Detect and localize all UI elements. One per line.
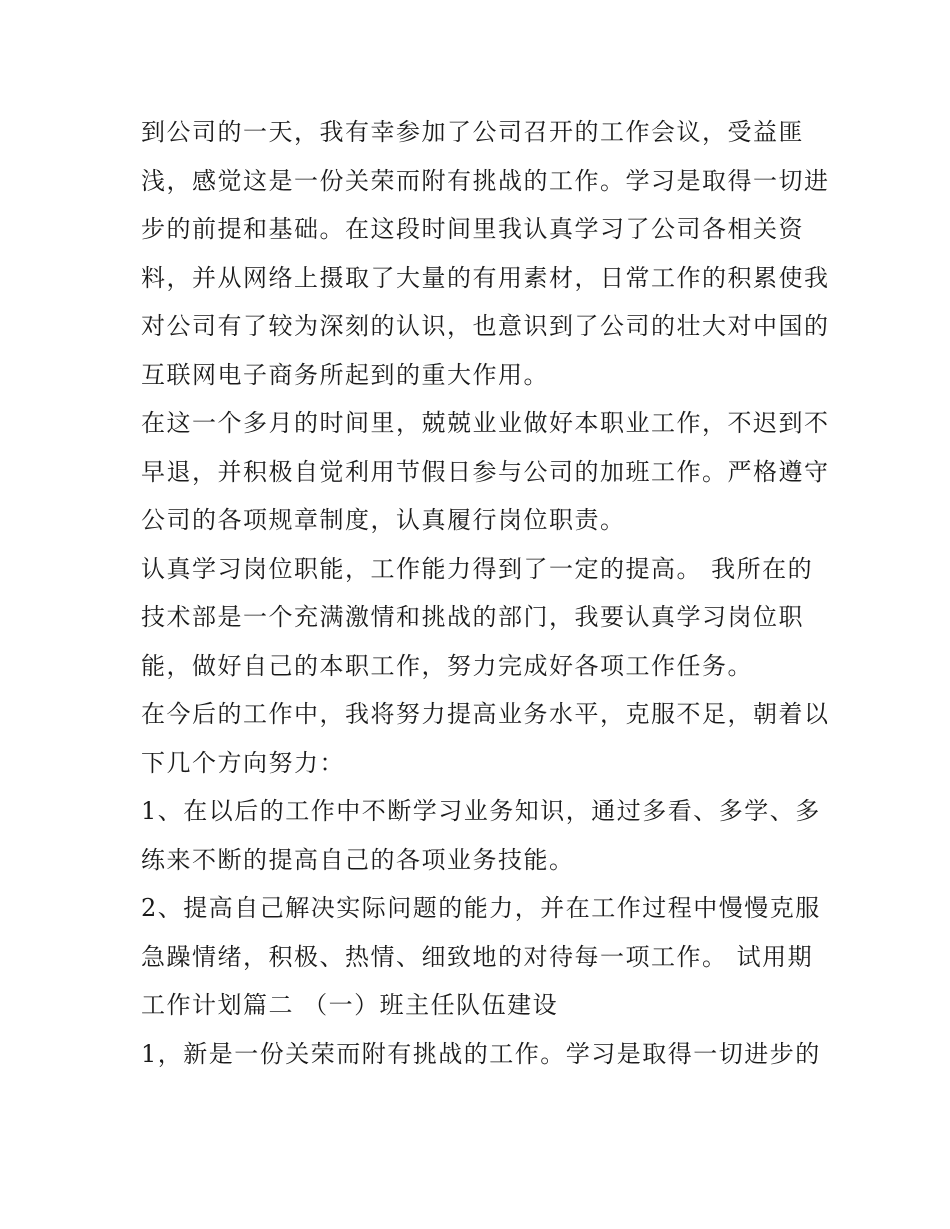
text-line: 练来不断的提高自己的各项业务技能。 — [141, 845, 575, 874]
text-line: 1，新是一份关荣而附有挑战的工作。学习是取得一切进步的 — [141, 1039, 821, 1068]
text-line: 对公司有了较为深刻的认识，也意识到了公司的壮大对中国的 — [141, 312, 830, 340]
text-line: 料，并从网络上摄取了大量的有用素材，日常工作的积累使我 — [141, 263, 830, 292]
text-line: 下几个方向努力： — [141, 748, 345, 777]
text-line: 浅，感觉这是一份关荣而附有挑战的工作。学习是取得一切进 — [141, 166, 830, 195]
text-line: 工作计划篇二 （一）班主任队伍建设 — [141, 991, 559, 1019]
text-line: 技术部是一个充满激情和挑战的部门，我要认真学习岗位职 — [141, 603, 804, 631]
text-line: 在今后的工作中，我将努力提高业务水平，克服不足，朝着以 — [141, 700, 830, 728]
text-line: 在这一个多月的时间里，兢兢业业做好本职业工作，不迟到不 — [141, 409, 830, 437]
text-line: 2、提高自己解决实际问题的能力，并在工作过程中慢慢克服 — [141, 894, 821, 922]
text-line: 早退，并积极自觉利用节假日参与公司的加班工作。严格遵守 — [141, 457, 830, 486]
text-line: 公司的各项规章制度，认真履行岗位职责。 — [141, 506, 626, 534]
text-line: 互联网电子商务所起到的重大作用。 — [141, 360, 549, 389]
text-line: 急躁情绪，积极、热情、细致地的对待每一项工作。 试用期 — [141, 942, 814, 971]
text-line: 1、在以后的工作中不断学习业务知识，通过多看、多学、多 — [141, 797, 821, 825]
text-line: 认真学习岗位职能，工作能力得到了一定的提高。 我所在的 — [141, 554, 814, 583]
document-body — [141, 108, 830, 1078]
text-line: 步的前提和基础。在这段时间里我认真学习了公司各相关资 — [141, 215, 804, 243]
text-line: 能，做好自己的本职工作，努力完成好各项工作任务。 — [141, 651, 753, 680]
text-line: 到公司的一天，我有幸参加了公司召开的工作会议，受益匪 — [141, 118, 804, 146]
